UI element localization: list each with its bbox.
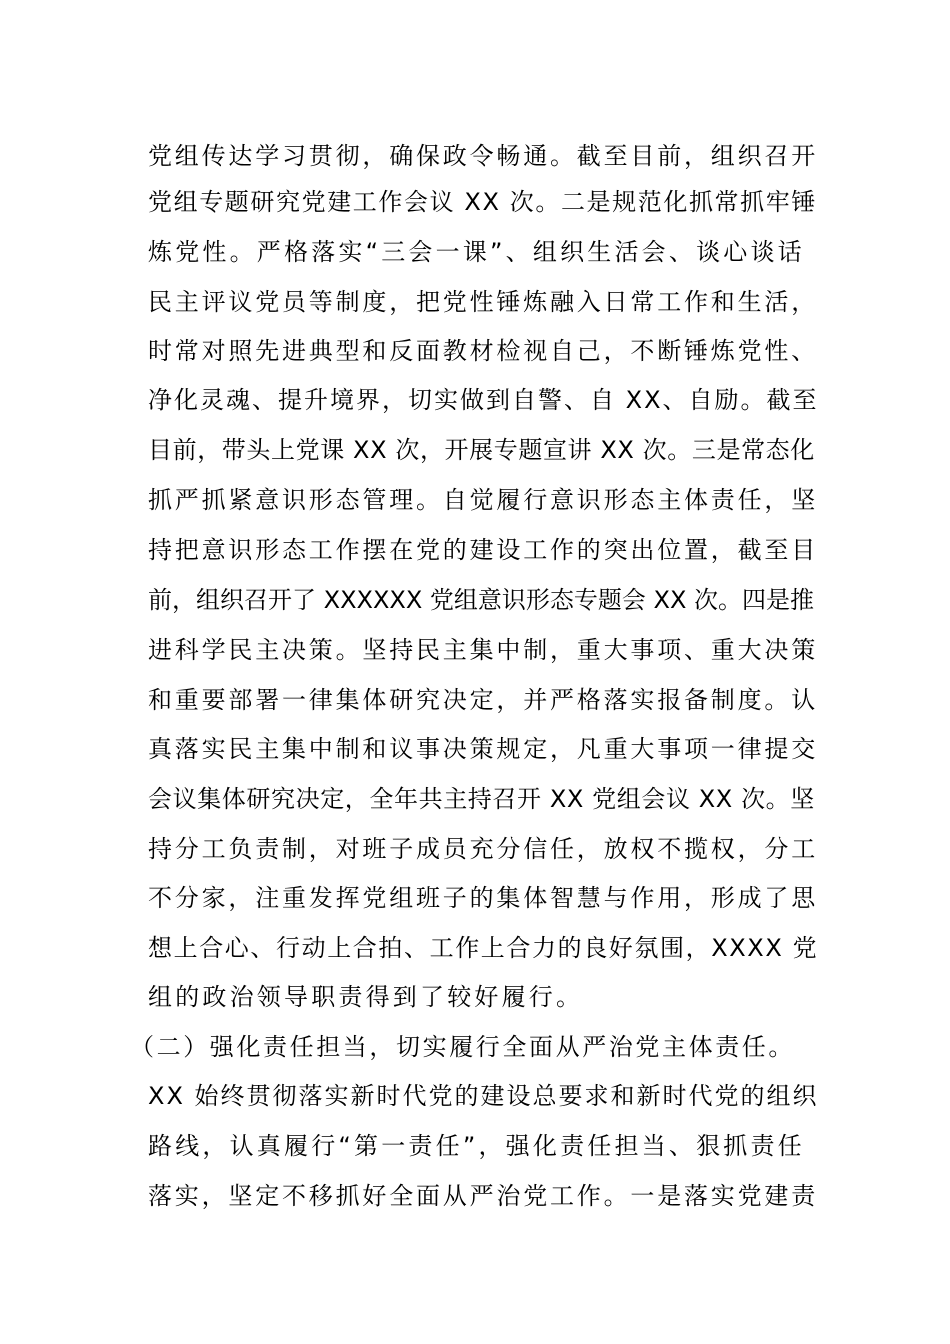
body-text-line: 民主评议党员等制度，把党性锤炼融入日常工作和生活，: [148, 288, 818, 316]
body-text-line: XX 始终贯彻落实新时代党的建设总要求和新时代党的组织: [148, 1082, 819, 1110]
body-text-line: 落实，坚定不移抓好全面从严治党工作。一是落实党建责: [148, 1182, 818, 1210]
body-text-line: 党组传达学习贯彻，确保政令畅通。截至目前，组织召开: [148, 142, 818, 170]
section-heading-line: （二）强化责任担当，切实履行全面从严治党主体责任。: [130, 1033, 795, 1061]
body-text-line: 组的政治领导职责得到了较好履行。: [148, 983, 584, 1011]
body-text-line: 党组专题研究党建工作会议 XX 次。二是规范化抓常抓牢锤: [148, 188, 817, 216]
body-text-line: 时常对照先进典型和反面教材检视自己，不断锤炼党性、: [148, 337, 818, 365]
body-text-line: 想上合心、行动上合拍、工作上合力的良好氛围，XXXX 党: [148, 934, 819, 962]
body-text-line: 净化灵魂、提升境界，切实做到自警、自 XX、自励。截至: [148, 386, 819, 414]
body-text-line: 炼党性。严格落实“三会一课”、组织生活会、谈心谈话: [148, 238, 805, 266]
body-text-line: 抓严抓紧意识形态管理。自觉履行意识形态主体责任，坚: [148, 486, 818, 514]
body-text-line: 和重要部署一律集体研究决定，并严格落实报备制度。认: [148, 686, 818, 714]
body-text-line: 进科学民主决策。坚持民主集中制，重大事项、重大决策: [148, 636, 818, 664]
body-text-line: 会议集体研究决定，全年共主持召开 XX 党组会议 XX 次。坚: [148, 785, 815, 813]
body-text-line: 目前，带头上党课 XX 次，开展专题宣讲 XX 次。三是常态化: [148, 436, 815, 464]
body-text-line: 不分家，注重发挥党组班子的集体智慧与作用，形成了思: [148, 884, 818, 912]
body-text-line: 持分工负责制，对班子成员充分信任，放权不揽权，分工: [148, 835, 818, 863]
body-text-line: 持把意识形态工作摆在党的建设工作的突出位置，截至目: [148, 536, 818, 564]
body-text-line: 路线，认真履行“第一责任”，强化责任担当、狠抓责任: [148, 1132, 805, 1160]
body-text-line: 前，组织召开了 XXXXXX 党组意识形态专题会 XX 次。四是推: [148, 586, 815, 614]
body-text-line: 真落实民主集中制和议事决策规定，凡重大事项一律提交: [148, 735, 818, 763]
